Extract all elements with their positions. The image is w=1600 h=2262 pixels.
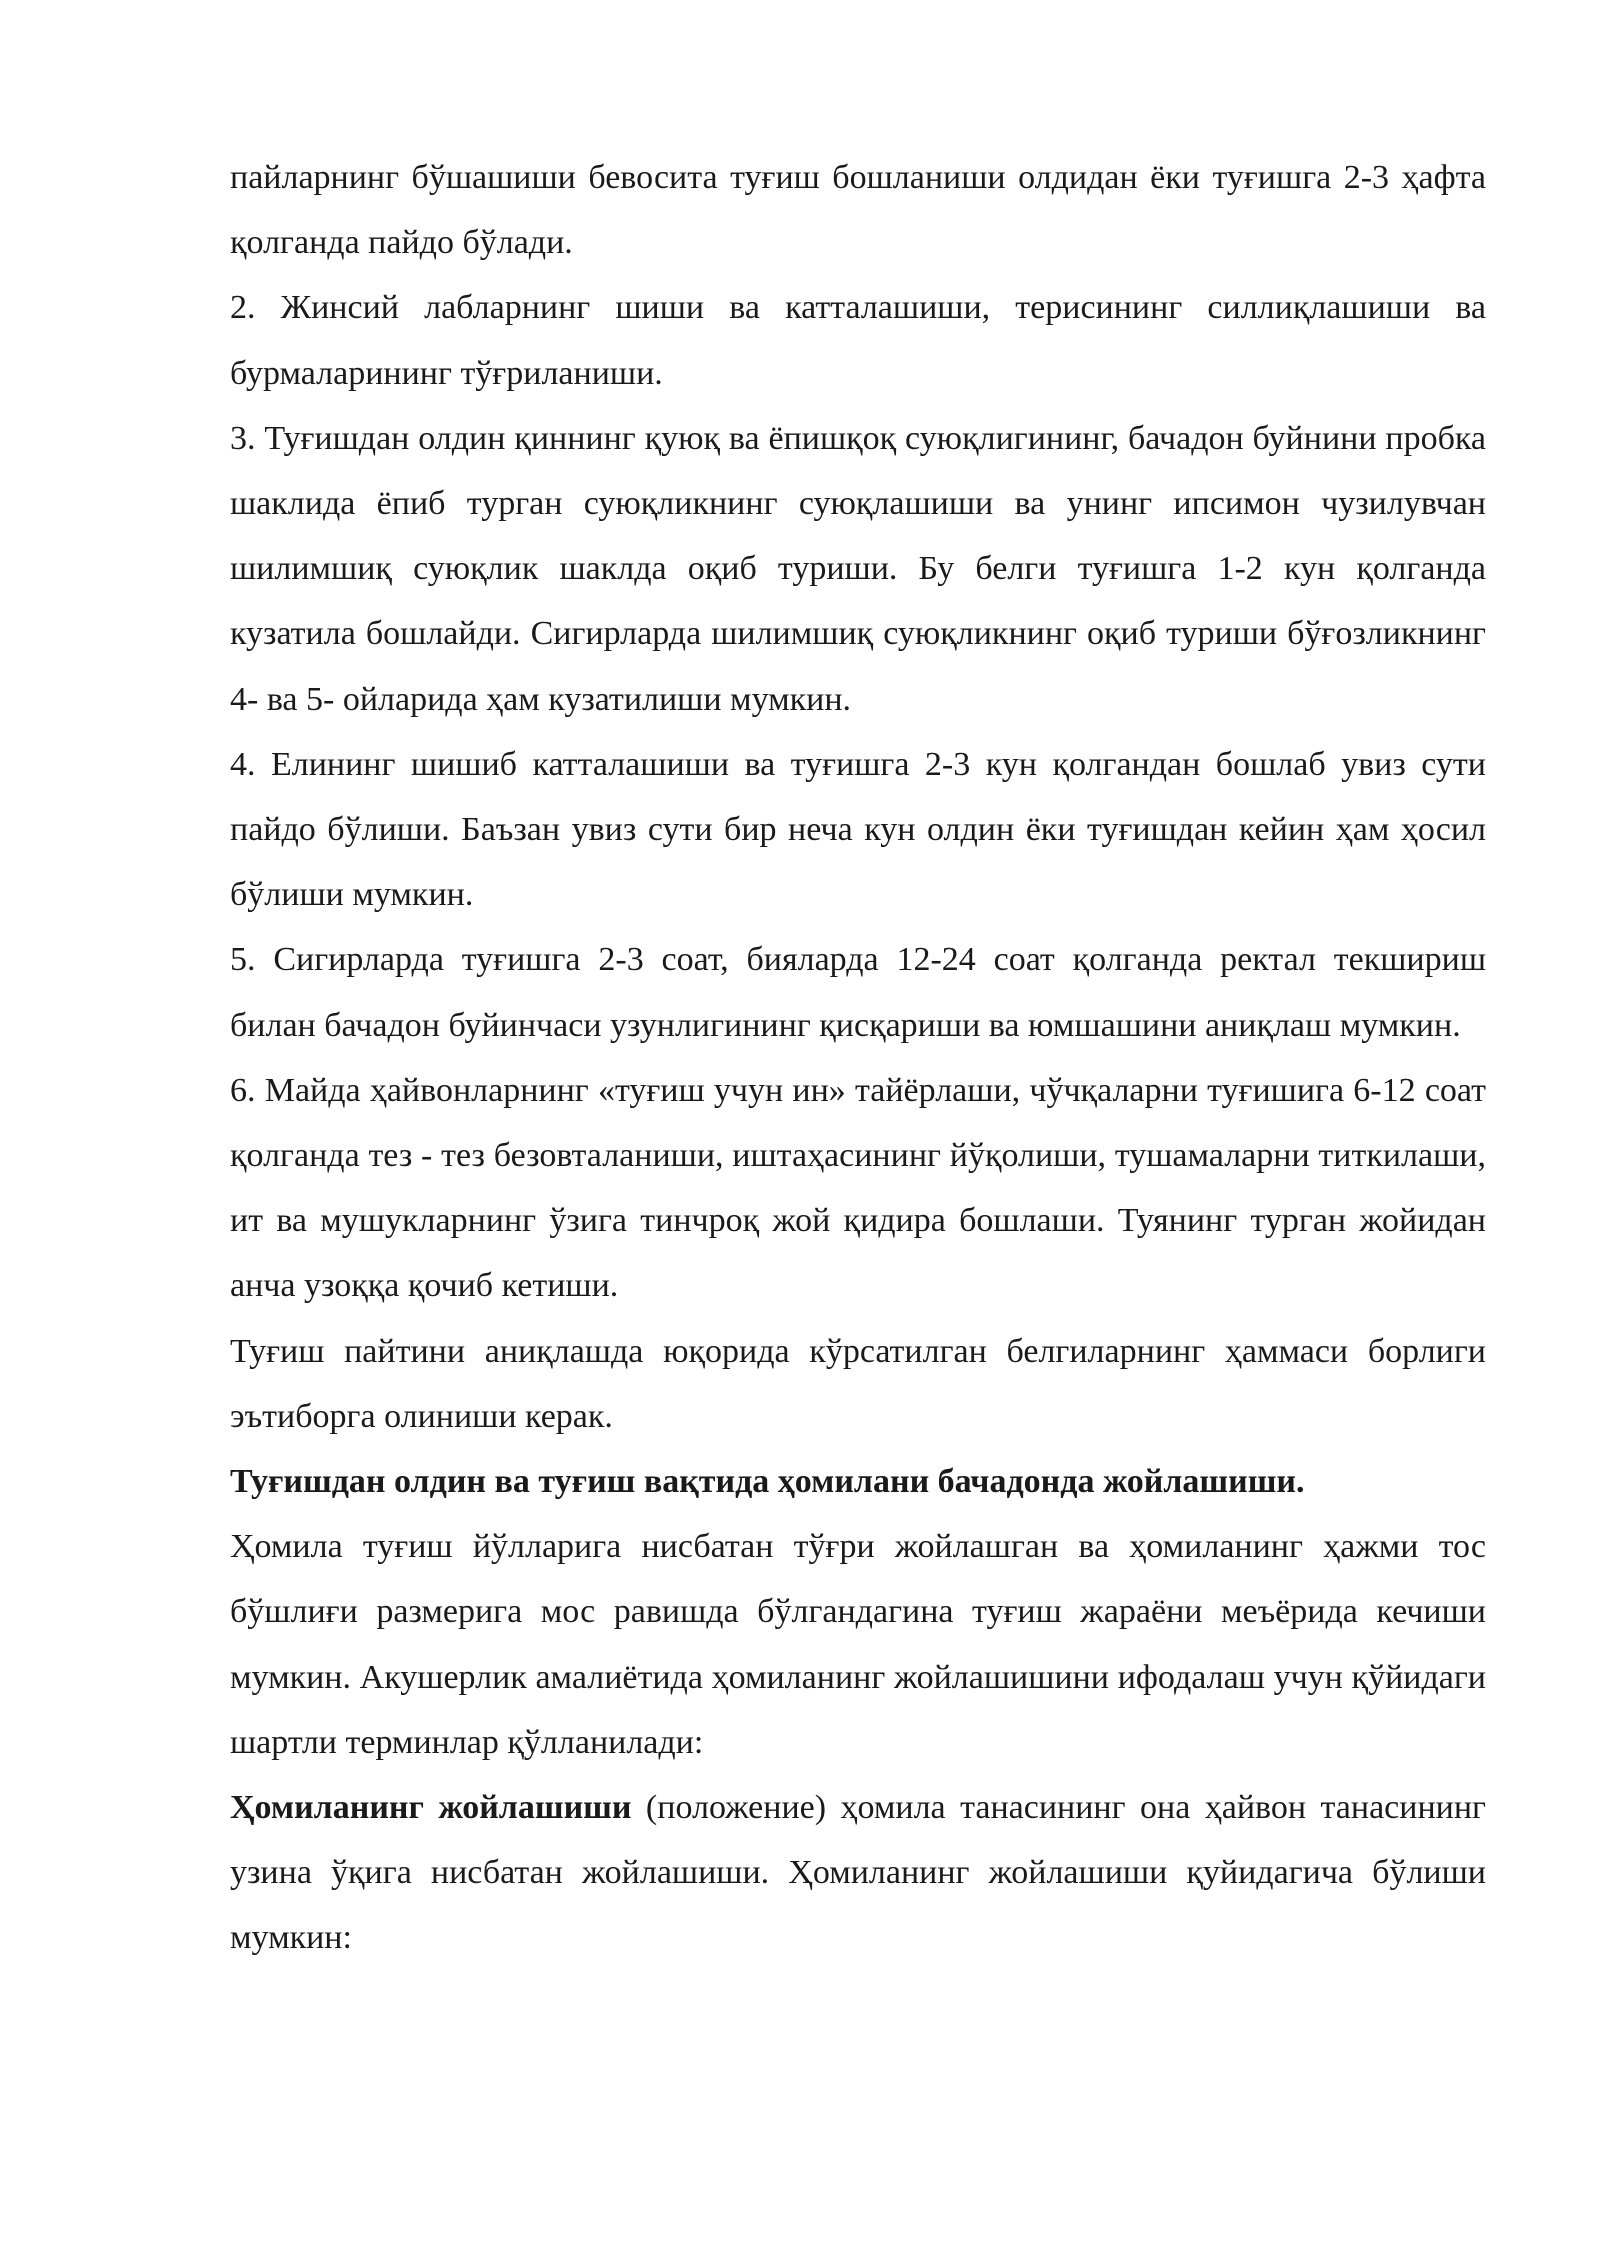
fetal-position-definition: (положение) ҳомила танасининг она ҳайвон танасининг узина ўқига нисбатан жойлашиши. Ҳомиланинг жойлашиши қуйидагича бўлиши мумкин: xyxy=(230,1789,1487,1957)
paragraph-after-heading: Ҳомила туғиш йўлларига нисбатан тўғри жойлашган ва ҳомиланинг ҳажми тос бўшлиғи размерига мос равишда бўлгандагина туғиш жараёни меъёрида кечиши мумкин. Акушерлик амалиётида ҳомиланинг жойлашишини ифодалаш учун қўйидаги шартли терминлар қўлланилади: xyxy=(230,1528,1486,1761)
paragraph-item-5: 5. Сигирларда туғишга 2-3 соат, бияларда 12-24 соат қолганда ректал текшириш билан бачадон буйинчаси узунлигининг қисқариши ва юмшашини аниқлаш мумкин. xyxy=(230,941,1486,1044)
term-fetal-position: Ҳомиланинг жойлашиши xyxy=(230,1789,632,1827)
paragraph-item-6: 6. Майда ҳайвонларнинг «туғиш учун ин» тайёрлаши, чўчқаларни туғишига 6-12 соат қолганда тез - тез безовталаниши, иштаҳасининг йўқолиши, тушамаларни титкилаши, ит ва мушукларнинг ўзига тинчроқ жой қидира бошлаши. Туянинг турган жойидан анча узоққа қочиб кетиши. xyxy=(230,1071,1486,1305)
paragraph-ligament-relaxation: пайларнинг бўшашиши бевосита туғиш бошланиши олдидан ёки туғишга 2-3 ҳафта қолганда пайдо бўлади. xyxy=(230,159,1486,262)
section-heading: Туғишдан олдин ва туғиш вақтида ҳомилани бачадонда жойлашиши. xyxy=(230,1463,1305,1501)
paragraph-fetal-position xyxy=(230,1775,1486,1971)
paragraph-item-4: 4. Елининг шишиб катталашиши ва туғишга 2-3 кун қолгандан бошлаб увиз сути пайдо бўлиши. Баъзан увиз сути бир неча кун олдин ёки туғишдан кейин ҳам ҳосил бўлиши мумкин. xyxy=(230,745,1486,914)
paragraph-item-3: 3. Туғишдан олдин қиннинг қуюқ ва ёпишқоқ суюқлигининг, бачадон буйнини пробка шаклида ёпиб турган суюқликнинг суюқлашиши ва унинг ипсимон чузилувчан шилимшиқ суюқлик шаклда оқиб туриши. Бу белги туғишга 1-2 кун қолганда кузатила бошлайди. Сигирларда шилимшиқ суюқликнинг оқиб туриши бўғозликнинг 4- ва 5- ойларида ҳам кузатилиши мумкин. xyxy=(230,419,1486,718)
paragraph-item-2: 2. Жинсий лабларнинг шиши ва катталашиши, терисининг силлиқлашиши ва бурмаларининг тўғриланиши. xyxy=(230,289,1486,392)
paragraph-conclusion: Туғиш пайтини аниқлашда юқорида кўрсатилган белгиларнинг ҳаммаси борлиги эътиборга олиниши керак. xyxy=(230,1332,1486,1435)
document-page xyxy=(230,145,1486,1971)
